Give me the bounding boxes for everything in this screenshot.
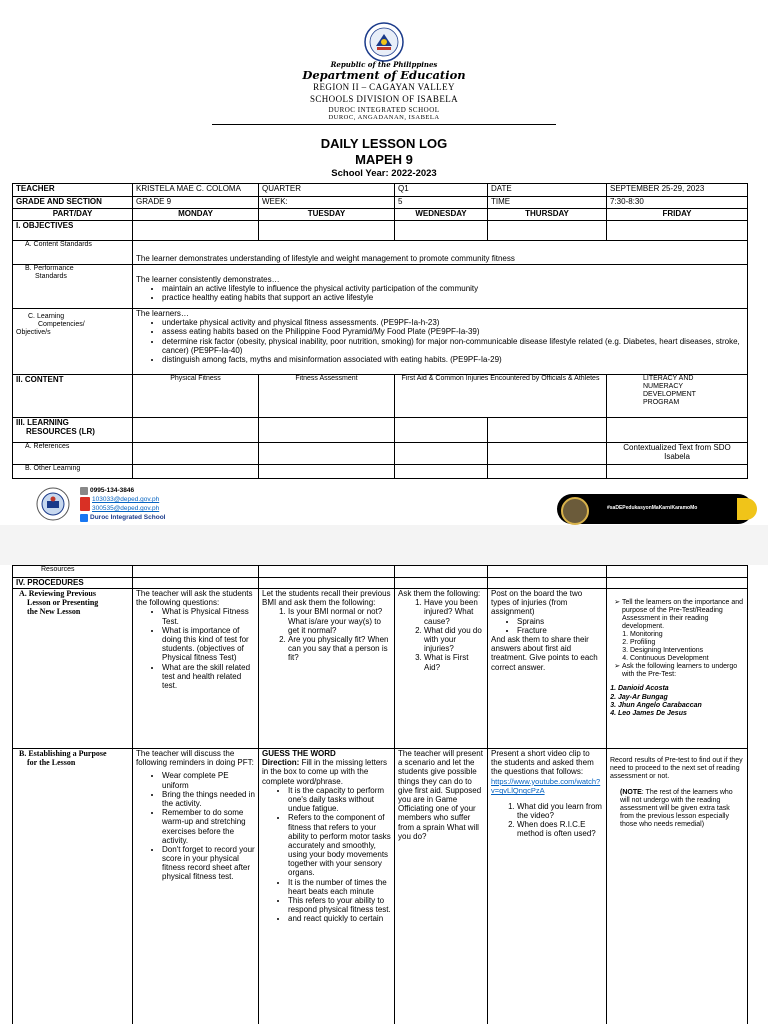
objectives-label: I. OBJECTIVES (13, 221, 133, 241)
header-school: DUROC INTEGRATED SCHOOL (328, 106, 440, 114)
week-label: WEEK: (259, 197, 395, 209)
purpose-wednesday: The teacher will present a scenario and let the students give possible things they can do to give first aid. Supposed you are in Game Officiating one of your members who suffer from a sprain What will you do? (395, 749, 488, 1024)
references-label: A. References (13, 443, 133, 465)
school-logo (36, 487, 70, 521)
phone-icon (80, 487, 88, 495)
list-item: • practice healthy eating habits that support an active lifestyle (162, 293, 744, 302)
footer-contacts (80, 486, 165, 522)
list-item: 1. Monitoring (630, 631, 744, 639)
list-item: • assess eating habits based on the Philippine Food Pyramid/My Food Plate (PE9PF-Ia-39) (162, 327, 744, 336)
performance-standards-row (13, 265, 748, 309)
facebook-icon (80, 514, 88, 522)
other-resources-row (13, 465, 748, 479)
other-resources-cont-row (13, 566, 748, 578)
monday-header: MONDAY (133, 209, 259, 221)
list-item: 1. Have you been injured? What cause? (424, 598, 484, 626)
reviewing-tuesday: Let the students recall their previous BMI and ask them the following: 1. Is your BMI normal or not? What is/are your way(s) to get it normal? 2. Are you physically fit? When can you say that a person is fit? (259, 589, 395, 749)
list-item: • Bring the things needed in the activity. (162, 790, 255, 808)
resources-label: III. LEARNING RESOURCES (LR) (13, 418, 133, 443)
list-item: 3. Designing Interventions (630, 647, 744, 655)
deped-seal-logo (364, 22, 404, 62)
reviewing-label: A. Reviewing Previous Lesson or Presenting the New Lesson (13, 589, 133, 749)
teacher-label: TEACHER (13, 184, 133, 197)
list-item: • What is importance of doing this kind of test for students. (objectives of Physical fitness Test) (162, 626, 255, 663)
other-resources-label: B. Other Learning (13, 465, 133, 479)
content-standards-label: A. Content Standards (13, 241, 133, 265)
list-item: • undertake physical activity and physical fitness assessments. (PE9PF-Ia-h-23) (162, 318, 744, 327)
header-department: Department of Education (302, 68, 466, 82)
date-value: SEPTEMBER 25-29, 2023 (607, 184, 748, 197)
list-item: 2. When does R.I.C.E method is often used? (517, 820, 603, 838)
header-divider (212, 124, 556, 125)
list-item: • and react quickly to certain (288, 914, 391, 923)
content-wed-thu: First Aid & Common Injuries Encountered by Officials & Athletes (395, 375, 607, 418)
references-row (13, 443, 748, 465)
footer-facebook: Duroc Integrated School (90, 514, 166, 521)
school-year: School Year: 2022-2023 (331, 168, 437, 179)
friday-header: FRIDAY (607, 209, 748, 221)
grade-value: GRADE 9 (133, 197, 259, 209)
performance-standards-text: The learner consistently demonstrates… • maintain an active lifestyle to influence the physical activity participation of the community • practice healthy eating habits that support an active lifestyle (133, 265, 748, 309)
procedures-table (12, 565, 748, 1024)
teacher-value: KRISTELA MAE C. COLOMA (133, 184, 259, 197)
deped-badge (557, 494, 753, 524)
list-item: 3. Jhun Angelo Carabaccan (618, 702, 744, 710)
document-subject: MAPEH 9 (355, 152, 413, 167)
list-item: • Refers to the component of fitness that refers to your ability to perform motor tasks accurately and smoothly, using your body movements together with your sensory organs. (288, 813, 391, 877)
date-label: DATE (488, 184, 607, 197)
content-row (13, 375, 748, 418)
list-item: • Remember to do some warm-up and stretching exercises before the activity. (162, 808, 255, 845)
list-item: 2. Jay-Ar Bungag (618, 694, 744, 702)
purpose-row (13, 749, 748, 1024)
day-header-row (13, 209, 748, 221)
list-item: 1. Is your BMI normal or not? What is/are your way(s) to get it normal? (288, 607, 391, 635)
thursday-header: THURSDAY (488, 209, 607, 221)
wednesday-header: WEDNESDAY (395, 209, 488, 221)
badge-hashtag: #saDEPedukasyonMaKarniKaramoMo (607, 505, 698, 511)
list-item: 1. Danioid Acosta (618, 685, 744, 693)
list-item: • Sprains (517, 617, 603, 626)
purpose-label: B. Establishing a Purpose for the Lesson (13, 749, 133, 1024)
purpose-thursday: Present a short video clip to the students and asked them the questions that follows: https://www.youtube.com/watch?v=qvLlQnqcPzA 1. What did you learn from the video? 2. When does R.I.C.E method is often used? (488, 749, 607, 1024)
list-item: • It is the capacity to perform one's daily tasks without undue fatigue. (288, 786, 391, 814)
reviewing-row (13, 589, 748, 749)
content-label: II. CONTENT (13, 375, 133, 418)
list-item: • maintain an active lifestyle to influence the physical activity participation of the community (162, 284, 744, 293)
header-region: REGION II – CAGAYAN VALLEY (313, 82, 455, 92)
quarter-label: QUARTER (259, 184, 395, 197)
list-item: 4. Continuous Development (630, 655, 744, 663)
competencies-text: The learners… • undertake physical activity and physical fitness assessments. (PE9PF-Ia-h-23) • assess eating habits based on the Philippine Food Pyramid/My Food Plate (PE9PF-Ia-39) • determine risk factor (obesity, physical inability, poor nutrition, smoking) for major non-communicable disease lifestyle related (e.g. Diabetes, heart diseases, stroke, cancer) (PE9PF-Ia-40) • distinguish among facts, myths and misinformation associated with eating habits. (PE9PF-Ia-29) (133, 309, 748, 375)
competencies-row (13, 309, 748, 375)
references-friday: Contextualized Text from SDO Isabela (607, 443, 748, 465)
time-label: TIME (488, 197, 607, 209)
badge-logo (561, 497, 589, 525)
content-tuesday: Fitness Assessment (259, 375, 395, 418)
procedures-label: IV. PROCEDURES (13, 578, 133, 589)
list-item: 2. Profiling (630, 639, 744, 647)
list-item: • distinguish among facts, myths and misinformation associated with eating habits. (PE9PF-Ia-29) (162, 355, 744, 364)
grade-label: GRADE AND SECTION (13, 197, 133, 209)
list-item: • Don't forget to record your score in your physical fitness record sheet after physical fitness test. (162, 845, 255, 882)
part-day-header: PART/DAY (13, 209, 133, 221)
purpose-tuesday: GUESS THE WORD Direction: Fill in the missing letters in the box to come up with the complete word/phrase. • It is the capacity to perform one's daily tasks without undue fatigue. • Refers to the component of fitness that refers to your ability to perform motor tasks accurately and smoothly, using your body movements together with your sensory organs. • It is the number of times the heart beats each minute • This refers to your ability to respond physical fitness test. • and react quickly to certain (259, 749, 395, 1024)
content-friday: LITERACY AND NUMERACY DEVELOPMENT PROGRAM (607, 375, 748, 418)
tuesday-header: TUESDAY (259, 209, 395, 221)
time-value: 7:30-8:30 (607, 197, 748, 209)
other-resources-cont-label: Resources (13, 566, 133, 578)
list-item: • Wear complete PE uniform (162, 771, 255, 789)
lesson-log-page-2 (0, 565, 768, 1024)
list-item: • Fracture (517, 626, 603, 635)
list-item: • What is Physical Fitness Test. (162, 607, 255, 625)
procedures-header-row (13, 578, 748, 589)
competencies-label: C. Learning Competencies/ Objective/s (13, 309, 133, 375)
list-item: • It is the number of times the heart beats each minute (288, 878, 391, 896)
content-standards-text: The learner demonstrates understanding of lifestyle and weight management to promote community fitness (133, 241, 748, 265)
list-item: ➢ Tell the learners on the importance and purpose of the Pre-Test/Reading Assessment in their reading development. (622, 599, 744, 631)
resources-row (13, 418, 748, 443)
reviewing-wednesday: Ask them the following: 1. Have you been injured? What cause? 2. What did you do with your injuries? 3. What is First Aid? (395, 589, 488, 749)
footer-email-2[interactable]: 300535@deped.gov.ph (92, 505, 160, 512)
week-value: 5 (395, 197, 488, 209)
list-item: • What are the skill related test and health related test. (162, 663, 255, 691)
info-row-1 (13, 184, 748, 197)
header-division: SCHOOLS DIVISION OF ISABELA (309, 94, 459, 104)
list-item: 1. What did you learn from the video? (517, 802, 603, 820)
badge-accent (737, 498, 757, 520)
footer-phone: 0995-134-3846 (90, 487, 135, 494)
list-item: 2. Are you physically fit? When can you say that a person is fit? (288, 635, 391, 663)
document-title: DAILY LESSON LOG (320, 136, 448, 151)
lesson-log-table (12, 183, 748, 479)
content-standards-row (13, 241, 748, 265)
list-item: • This refers to your ability to respond physical fitness test. (288, 896, 391, 914)
list-item: 4. Leo James De Jesus (618, 710, 744, 718)
objectives-row (13, 221, 748, 241)
purpose-friday: Record results of Pre-test to find out if they need to proceed to the next set of reading assessment or not. (NOTE: The rest of the learners who will not undergo with the reading assessment will be given extra task from the previous lesson especially those who needs remedial) (607, 749, 748, 1024)
list-item: 2. What did you do with your injuries? (424, 626, 484, 654)
video-link[interactable]: https://www.youtube.com/watch?v=qvLlQnqcPzA (491, 776, 601, 796)
page-gap (0, 525, 768, 565)
info-row-2 (13, 197, 748, 209)
list-item: 3. What is First Aid? (424, 653, 484, 671)
reviewing-monday: The teacher will ask the students the following questions: • What is Physical Fitness Test. • What is importance of doing this kind of test for students. (objectives of Physical fitness Test) • What are the skill related test and health related test. (133, 589, 259, 749)
purpose-monday: The teacher will discuss the following reminders in doing PFT: • Wear complete PE uniform • Bring the things needed in the activity. • Remember to do some warm-up and stretching exercises before the activity. • Don't forget to record your score in your physical fitness record sheet after physical fitness test. (133, 749, 259, 1024)
header-republic: Republic of the Philippines (330, 60, 438, 69)
footer-email-1[interactable]: 103033@deped.gov.ph (92, 496, 160, 503)
gmail-icon (80, 497, 90, 511)
header-address: DUROC, ANGADANAN, ISABELA (328, 114, 440, 121)
list-item: • determine risk factor (obesity, physical inability, poor nutrition, smoking) for major non-communicable disease lifestyle related (e.g. Diabetes, heart diseases, stroke, cancer) (PE9PF-Ia-40) (162, 337, 744, 355)
quarter-value: Q1 (395, 184, 488, 197)
reviewing-thursday: Post on the board the two types of injuries (from assignment) • Sprains • Fracture And ask them to share their answers about first aid treatment. Give points to each correct answer. (488, 589, 607, 749)
content-monday: Physical Fitness (133, 375, 259, 418)
list-item: ➢ Ask the following learners to undergo with the Pre-Test: (622, 663, 744, 679)
reviewing-friday (607, 589, 748, 749)
performance-standards-label: B. Performance Standards (13, 265, 133, 309)
